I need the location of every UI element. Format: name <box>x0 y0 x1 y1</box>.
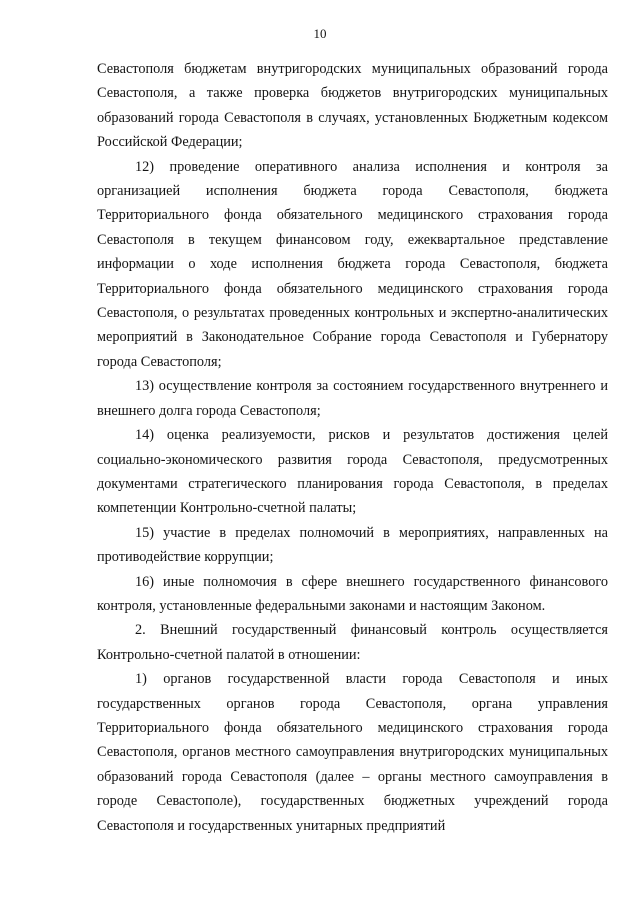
paragraph-item-14: 14) оценка реализуемости, рисков и результатов достижения целей социально-экономического развития города Севастополя, предусмотренных документами стратегического планирования города Севастополя, в пределах компетенции Контрольно-счетной палаты; <box>97 427 608 517</box>
paragraph-item-13: 13) осуществление контроля за состоянием государственного внутреннего и внешнего долга города Севастополя; <box>97 378 608 419</box>
paragraph-section-2: 2. Внешний государственный финансовый контроль осуществляется Контрольно-счетной палатой в отношении: <box>97 622 608 663</box>
paragraph-item-12: 12) проведение оперативного анализа исполнения и контроля за организацией исполнения бюджета города Севастополя, бюджета Территориального фонда обязательного медицинского страхования города Севастополя в текущем финансовом году, ежеквартальное представление информации о ходе исполнения бюджета города Севастополя, бюджета Территориального фонда обязательного медицинского страхования города Севастополя, о результатах проведенных контрольных и экспертно-аналитических мероприятий в Законодательное Собрание города Севастополя и Губернатору города Севастополя; <box>97 158 608 370</box>
page-number: 10 <box>313 26 327 41</box>
paragraph-section-2-item-1: 1) органов государственной власти города Севастополя и иных государственных органов города Севастополя, органа управления Территориального фонда обязательного медицинского страхования города Севастополя, органов местного самоуправления внутригородских муниципальных образований города Севастополя (далее – органы местного самоуправления в городе Севастополе), государственных бюджетных учреждений города Севастополя и государственных унитарных предприятий <box>97 671 608 834</box>
paragraph-continuation: Севастополя бюджетам внутригородских муниципальных образований города Севастополя, а также проверка бюджетов внутригородских муниципальных образований города Севастополя в случаях, установленных Бюджетным кодексом Российской Федерации; <box>97 61 608 151</box>
paragraph-item-16: 16) иные полномочия в сфере внешнего государственного финансового контроля, установленные федеральными законами и настоящим Законом. <box>97 573 608 614</box>
paragraph-item-15: 15) участие в пределах полномочий в мероприятиях, направленных на противодействие коррупции; <box>97 524 608 566</box>
document-body <box>97 57 608 838</box>
